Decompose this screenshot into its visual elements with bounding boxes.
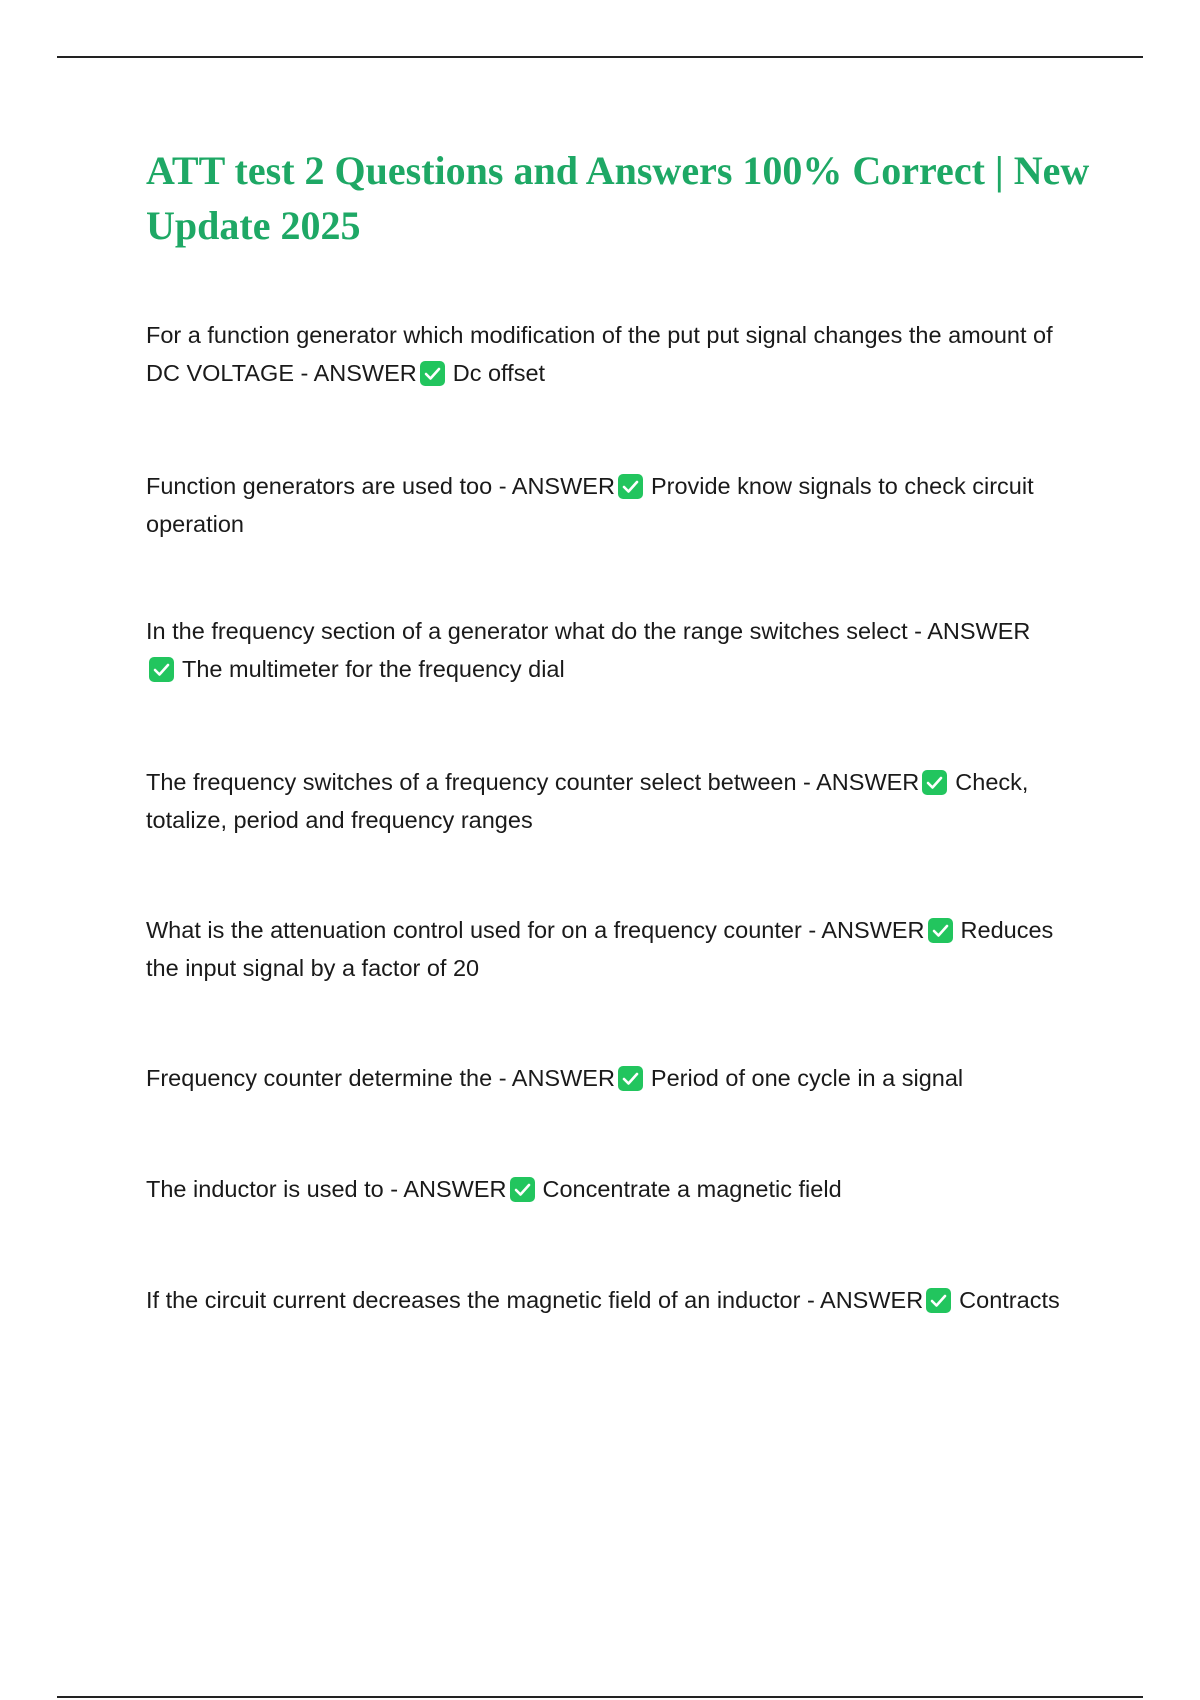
question-text: The frequency switches of a frequency counter select between - xyxy=(146,769,817,795)
answer-text: Dc offset xyxy=(452,360,546,386)
qa-item-7 xyxy=(146,1170,1066,1208)
qa-item-6 xyxy=(146,1059,1066,1097)
top-rule xyxy=(57,56,1143,58)
check-square-icon xyxy=(420,361,445,386)
answer-marker: ANSWER xyxy=(511,1065,615,1091)
question-text: Frequency counter determine the - xyxy=(146,1065,512,1091)
document-title: ATT test 2 Questions and Answers 100% Correct | New Update 2025 xyxy=(146,148,1090,248)
check-square-icon xyxy=(922,770,947,795)
answer-marker: ANSWER xyxy=(511,473,615,499)
answer-marker: ANSWER xyxy=(816,769,920,795)
answer-text: Check, totalize, period and frequency ranges xyxy=(146,769,1029,833)
check-square-icon xyxy=(510,1177,535,1202)
check-square-icon xyxy=(618,1066,643,1091)
check-square-icon xyxy=(618,474,643,499)
check-square-icon xyxy=(926,1288,951,1313)
question-text: For a function generator which modification of the put put signal changes the amount of DC VOLTAGE - xyxy=(146,322,1053,386)
qa-item-1 xyxy=(146,316,1066,392)
answer-marker: ANSWER xyxy=(820,1287,924,1313)
answer-text: Contracts xyxy=(959,1287,1060,1313)
check-square-icon xyxy=(928,918,953,943)
answer-marker: ANSWER xyxy=(313,360,417,386)
answer-text: The multimeter for the frequency dial xyxy=(182,656,565,682)
answer-text: Reduces the input signal by a factor of 20 xyxy=(146,917,1054,981)
question-text: The inductor is used to - xyxy=(146,1176,404,1202)
answer-marker: ANSWER xyxy=(403,1176,507,1202)
bottom-rule xyxy=(57,1696,1143,1698)
answer-marker: ANSWER xyxy=(821,917,925,943)
question-text: What is the attenuation control used for on a frequency counter - xyxy=(146,917,822,943)
question-text: If the circuit current decreases the magnetic field of an inductor - xyxy=(146,1287,821,1313)
answer-marker: ANSWER xyxy=(927,618,1031,644)
question-text: In the frequency section of a generator what do the range switches select - xyxy=(146,618,928,644)
answer-text: Period of one cycle in a signal xyxy=(650,1065,964,1091)
qa-item-8 xyxy=(146,1281,1066,1319)
qa-item-2 xyxy=(146,467,1066,543)
qa-item-5 xyxy=(146,911,1066,987)
answer-text: Provide know signals to check circuit operation xyxy=(146,473,1034,537)
answer-text: Concentrate a magnetic field xyxy=(542,1176,842,1202)
qa-item-4 xyxy=(146,763,1066,839)
check-square-icon xyxy=(149,657,174,682)
qa-item-3 xyxy=(146,612,1066,688)
question-text: Function generators are used too - xyxy=(146,473,512,499)
